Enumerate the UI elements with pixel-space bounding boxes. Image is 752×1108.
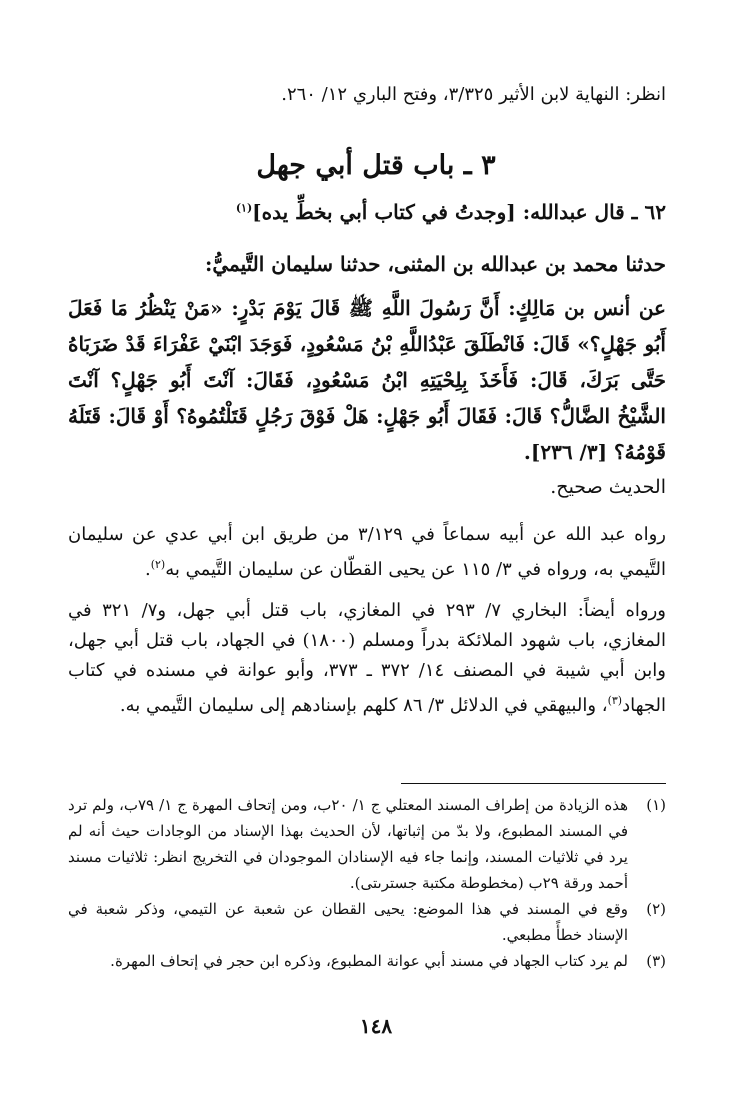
chapter-title: ٣ ـ باب قتل أبي جهل [256, 150, 496, 181]
hadith-text: عن أنس بن مَالِكٍ: أَنَّ رَسُولَ اللَّهِ ﷺ قَالَ يَوْمَ بَدْرٍ: «مَنْ يَنْظُرُ مَا فَعَلَ أَبُو جَهْلٍ؟» قَالَ: فَانْطَلَقَ عَبْدُاللَّهِ بْنُ مَسْعُودٍ، فَوَجَدَ ابْنَيْ عَفْرَاءَ قَدْ ضَرَبَاهُ حَتَّى بَرَكَ، قَالَ: فَأَخَذَ بِلِحْيَتِهِ ابْنُ مَسْعُودٍ، فَقَالَ: آنْتَ أَبُو جَهْلٍ؟ آنْتَ الشَّيْخُ الضَّالُّ؟ قَالَ: فَقَالَ أَبُو جَهْلٍ: هَلْ فَوْقَ رَجُلٍ قَتَلْتُمُوهُ؟ أَوْ قَالَ: قَتَلَهُ قَوْمُهُ؟ [٣/ ٢٣٦]. [68, 296, 666, 464]
hadith-chain: حدثنا محمد بن عبدالله بن المثنى، حدثنا سليمان التَّيميُّ: [204, 252, 666, 276]
footnotes-section [68, 792, 666, 974]
footnote-text: وقع في المسند في هذا الموضع: يحيى القطان عن شعبة عن التيمي، وذكر شعبة في الإسناد خطأً مطبعي. [68, 900, 628, 944]
hadith-header-text: ٦٢ ـ قال عبدالله: [وجدتُ في كتاب أبي بخطِّ يده] [252, 200, 666, 224]
footnote-text: لم يرد كتاب الجهاد في مسند أبي عوانة المطبوع، وذكره ابن حجر في إتحاف المهرة. [110, 952, 628, 970]
footnote-2 [68, 896, 666, 948]
footnote-ref-3: (٣) [607, 694, 623, 707]
page-number: ١٤٨ [359, 1014, 393, 1038]
footnote-3 [68, 948, 666, 974]
footnote-number: (٢) [646, 900, 666, 918]
takhrij-paragraph-2 [68, 596, 666, 721]
footnote-number: (١) [646, 796, 666, 814]
footnote-divider [401, 783, 666, 784]
hadith-grade: الحديث صحيح. [550, 476, 666, 498]
hadith-header [68, 200, 666, 224]
footnote-ref-1: (١) [235, 201, 253, 215]
top-reference: انظر: النهاية لابن الأثير ٣/٣٢٥، وفتح الباري ١٢/ ٢٦٠. [281, 84, 666, 105]
takhrij-paragraph-1-text: رواه عبد الله عن أبيه سماعاً في ٣/١٢٩ من طريق ابن أبي عدي عن سليمان التَّيمي به، ورواه في ٣/ ١١٥ عن يحيى القطّان عن سليمان التَّيمي به [68, 524, 666, 580]
takhrij-paragraph-2-text-b: ، والبيهقي في الدلائل ٣/ ٨٦ كلهم بإسنادهم إلى سليمان التَّيمي به. [119, 695, 608, 716]
takhrij-paragraph-1-end: . [144, 559, 151, 580]
footnote-1 [68, 792, 666, 896]
footnote-text: هذه الزيادة من إطراف المسند المعتلي ج ١/ ٢٠ب، ومن إتحاف المهرة ج ١/ ٧٩ب، ولم ترد في المسند المطبوع، ولا بدّ من إثباتها، لأن الحديث بهذا الإسناد من الوجادات حيث أنه لم يرد في ثلاثيات المسند، وإنما جاء فيه الإسنادان الموجودان في التخريج انظر: ثلاثيات مسند أحمد ورقة ٢٩ب (مخطوطة مكتبة جسترىتى). [68, 796, 628, 892]
footnote-ref-2: (٢) [150, 558, 166, 571]
takhrij-paragraph-2-text-a: ورواه أيضاً: البخاري ٧/ ٢٩٣ في المغازي، باب قتل أبي جهل، و٧/ ٣٢١ في المغازي، باب شهود الملائكة بدراً ومسلم (١٨٠٠) في الجهاد، باب قتل أبي جهل، وابن أبي شيبة في المصنف ١٤/ ٣٧٢ ـ ٣٧٣، وأبو عوانة في مسنده في كتاب الجهاد [68, 600, 667, 716]
footnote-number: (٣) [646, 952, 666, 970]
takhrij-paragraph-1 [68, 520, 666, 585]
